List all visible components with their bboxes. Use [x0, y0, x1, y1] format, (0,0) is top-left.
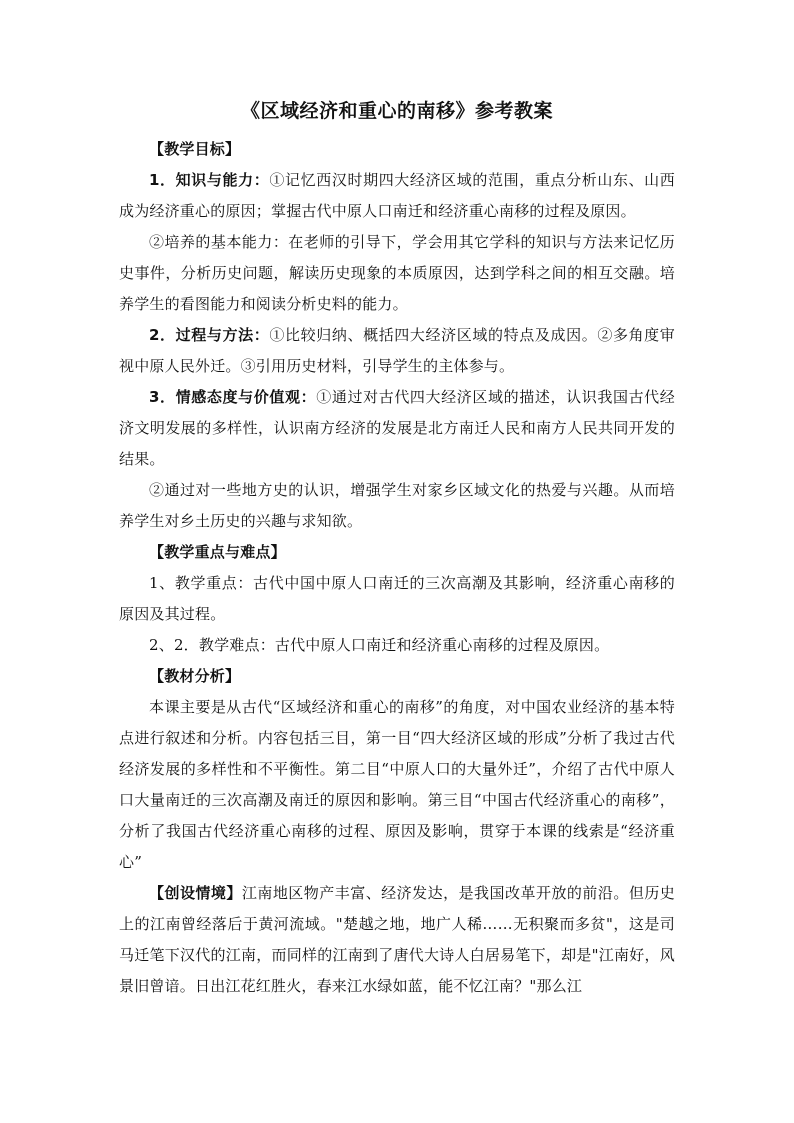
paragraph-text: ①比较归纳、概括四大经济区域的特点及成因。②多角度审视中原人民外迁。③引用历史材料，引导学生的主体参与。	[119, 326, 675, 375]
paragraph-text: ①通过对古代四大经济区域的描述，认识我国古代经济文明发展的多样性，认识南方经济的发展是北方南迁人民和南方人民共同开发的结果。	[119, 388, 676, 468]
document-title: 《区域经济和重心的南移》参考教案	[240, 100, 553, 122]
paragraph-text: ①记忆西汉时期四大经济区域的范围，重点分析山东、山西成为经济重心的原因；掌握古代中原人口南迁和经济重心南移的过程及原因。	[119, 171, 675, 220]
paragraph-lead: 【创设情境】	[149, 884, 242, 902]
document-page	[119, 98, 675, 1002]
paragraph-knowledge-ability	[119, 165, 675, 227]
section-heading-keypoints: 【教学重点与难点】	[149, 543, 286, 561]
paragraph-process-method	[119, 320, 675, 382]
paragraph-difficult-point: 2、2．教学难点：古代中原人口南迁和经济重心南移的过程及原因。	[149, 636, 610, 654]
paragraph-textbook-analysis: 本课主要是从古代“区域经济和重心的南移”的角度，对中国农业经济的基本特点进行叙述和分析。内容包括三目，第一目“四大经济区域的形成”分析了我过古代经济发展的多样性和不平衡性。第二目“中原人口的大量外迁”，介绍了古代中原人口大量南迁的三次高潮及南迁的原因和影响。第三目“中国古代经济重心的南移”，分析了我国古代经济重心南移的过程、原因及影响，贯穿于本课的线索是“经济重心”	[119, 698, 675, 871]
paragraph-lead: 3．情感态度与价值观：	[149, 388, 317, 406]
paragraph-lead: 1．知识与能力：	[149, 171, 270, 189]
section-heading-analysis: 【教材分析】	[149, 667, 241, 685]
paragraph-scenario	[119, 878, 675, 1002]
paragraph-emotion-values	[119, 382, 675, 475]
paragraph-basic-ability: ②培养的基本能力：在老师的引导下，学会用其它学科的知识与方法来记忆历史事件，分析历史问题，解读历史现象的本质原因，达到学科之间的相互交融。培养学生的看图能力和阅读分析史料的能力。	[119, 233, 675, 313]
section-heading-objectives: 【教学目标】	[149, 140, 241, 158]
paragraph-local-history: ②通过对一些地方史的认识，增强学生对家乡区域文化的热爱与兴趣。从而培养学生对乡土历史的兴趣与求知欲。	[119, 481, 675, 530]
paragraph-text: 江南地区物产丰富、经济发达，是我国改革开放的前沿。但历史上的江南曾经落后于黄河流域。"楚越之地，地广人稀……无积聚而多贫"，这是司马迁笔下汉代的江南，而同样的江南到了唐代大诗人白居易笔下，却是"江南好，风景旧曾谙。日出江花红胜火，春来江水绿如蓝，能不忆江南？"那么江	[119, 884, 675, 995]
paragraph-key-point: 1、教学重点：古代中国中原人口南迁的三次高潮及其影响，经济重心南移的原因及其过程。	[119, 574, 675, 623]
paragraph-lead: 2．过程与方法：	[149, 326, 270, 344]
